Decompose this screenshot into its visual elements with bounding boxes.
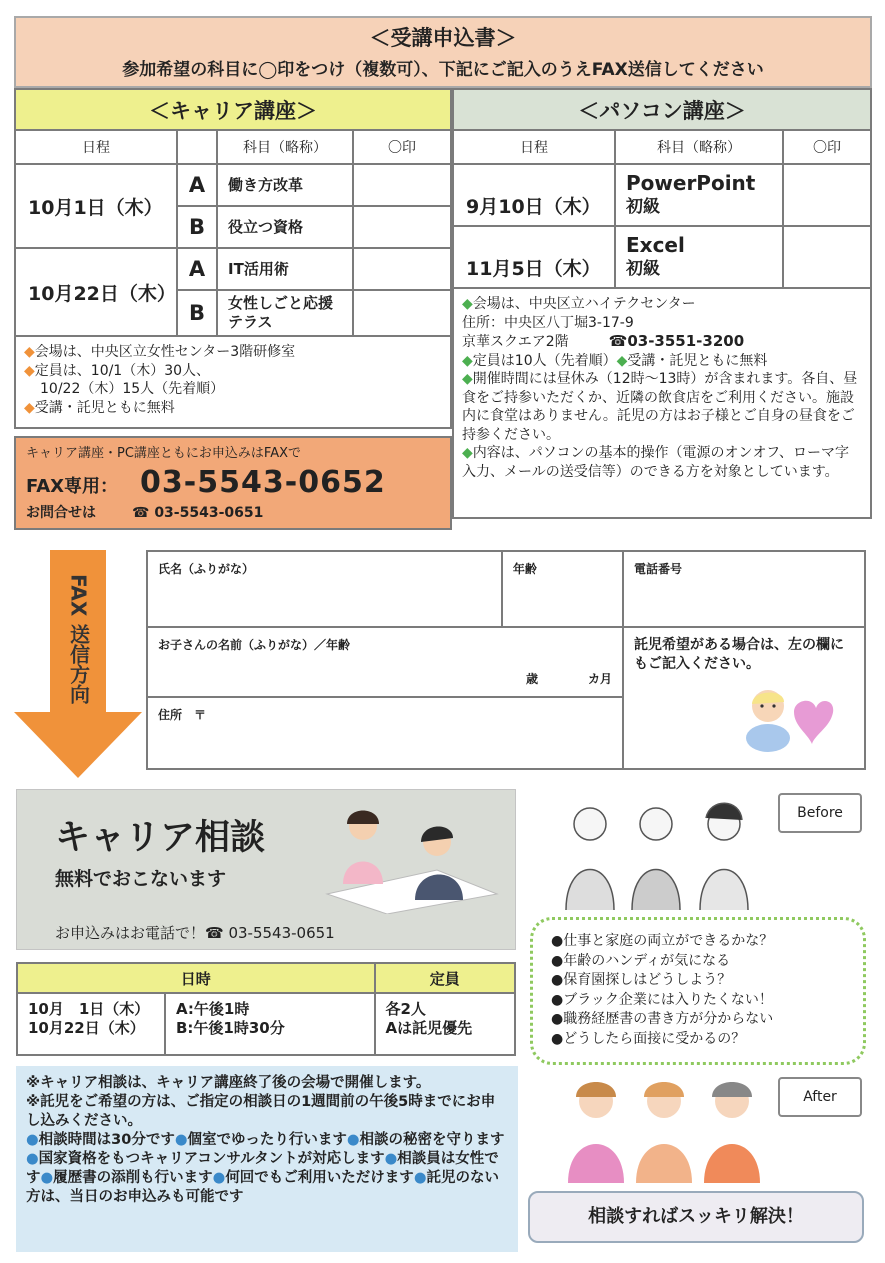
women-after-illustration xyxy=(560,1075,770,1183)
pc-subject-line: 初級 xyxy=(626,259,660,279)
years-label: 歳 xyxy=(526,672,539,686)
diamond-icon: ◆ xyxy=(616,352,628,369)
form-header xyxy=(14,16,872,88)
career-info xyxy=(15,336,451,428)
consult-date: 10月22日（木） xyxy=(28,1019,145,1037)
child-field[interactable] xyxy=(147,627,623,697)
note-bullet: 相談の秘密を守ります xyxy=(359,1132,505,1148)
pc-info-line: 会場は、中央区立ハイテクセンター xyxy=(472,296,696,312)
concerns-box xyxy=(530,917,866,1065)
career-subject: IT活用術 xyxy=(217,248,353,290)
consultation-illustration xyxy=(317,804,507,914)
age-field[interactable] xyxy=(502,551,623,627)
consult-dates xyxy=(17,993,165,1055)
phone-label: 電話番号 xyxy=(634,562,683,576)
pc-col-subject: 科目（略称） xyxy=(615,130,783,164)
name-field[interactable] xyxy=(147,551,502,627)
consult-date: 10月 1日（木） xyxy=(28,1000,150,1018)
career-subject-line: テラス xyxy=(228,313,273,331)
pc-course-title: ＜パソコン講座＞ xyxy=(453,89,871,130)
inquiry-label: お問合せは xyxy=(26,505,96,521)
consult-subtitle: 無料でおこないます xyxy=(55,868,227,890)
career-info-line: 会場は、中央区立女性センター3階研修室 xyxy=(34,344,296,360)
pc-subject-line: PowerPoint xyxy=(626,171,756,195)
bullet-icon: ● xyxy=(40,1170,54,1186)
pc-info-line: 住所：中央区八丁堀3-17-9 xyxy=(462,314,634,331)
fax-number: 03-5543-0652 xyxy=(140,465,386,500)
consult-col-capacity: 定員 xyxy=(375,963,516,993)
mark-cell[interactable] xyxy=(353,164,451,206)
consult-schedule-table xyxy=(16,962,516,1056)
pc-date-2: 11月5日（木） xyxy=(453,226,615,288)
age-label: 年齢 xyxy=(512,562,537,576)
consult-time: B:午後1時30分 xyxy=(176,1019,285,1037)
bullet-icon: ● xyxy=(212,1170,226,1186)
diamond-icon: ◆ xyxy=(24,362,35,379)
name-label: 氏名（ふりがな） xyxy=(158,562,255,576)
note-bullet: 託児のない方は、当日のお申込みも可能です xyxy=(26,1170,499,1205)
child-label: お子さんの名前（ふりがな）／年齢 xyxy=(158,638,351,652)
pc-subject-line: 初級 xyxy=(626,197,660,217)
form-title: ＜受講申込書＞ xyxy=(369,26,517,50)
pc-info-line: 京華スクエア2階 xyxy=(462,334,569,350)
consult-title: キャリア相談 xyxy=(55,818,266,858)
bullet-icon: ● xyxy=(413,1170,427,1186)
note-line: ※キャリア相談は、キャリア講座終了後の会場で開催します。 xyxy=(26,1075,431,1091)
pc-phone: ☎03-3551-3200 xyxy=(608,332,745,350)
fax-label: FAX専用： xyxy=(26,476,119,497)
phone-field[interactable] xyxy=(623,551,865,627)
mark-cell[interactable] xyxy=(783,226,871,288)
bullet-icon: ● xyxy=(346,1132,360,1148)
after-bubble: After xyxy=(778,1077,862,1117)
career-info-line: 受講・託児ともに無料 xyxy=(34,399,175,416)
mark-cell[interactable] xyxy=(783,164,871,226)
diamond-icon: ◆ xyxy=(462,352,473,369)
inquiry-number: ☎ 03-5543-0651 xyxy=(132,505,264,521)
concern-item: ●どうしたら面接に受かるの？ xyxy=(551,1030,746,1047)
diamond-icon: ◆ xyxy=(24,399,35,416)
mark-cell[interactable] xyxy=(353,206,451,248)
note-bullet: 何回でもご利用いただけます xyxy=(225,1170,414,1186)
pc-subject xyxy=(615,226,783,288)
career-subject xyxy=(217,290,353,336)
arrow-text: FAX xyxy=(66,574,91,617)
note-bullets xyxy=(26,1131,508,1207)
pc-info-line: 開催時間には昼休み（12時〜13時）が含まれます。各自、昼食をご持参いただくか、近隣の飲食店をご利用ください。施設内に食堂はありません。託児の方はお子様とご自身の昼食をご持参ください。 xyxy=(462,371,858,443)
pc-info-line: 定員は10人（先着順） xyxy=(472,352,617,369)
childcare-note xyxy=(623,627,865,769)
concern-item: ●保育園探しはどうしよう？ xyxy=(551,972,732,988)
consult-capacity-line: 各2人 xyxy=(385,1000,426,1018)
career-col-subject: 科目（略称） xyxy=(217,130,353,164)
consult-capacity xyxy=(375,993,516,1055)
women-before-illustration xyxy=(560,800,760,910)
application-form xyxy=(146,550,866,770)
address-label: 住所 〒 xyxy=(158,708,207,722)
career-info-line: 定員は、10/1（木）30人、 xyxy=(34,362,211,379)
consult-time: A:午後1時 xyxy=(176,1000,250,1018)
note-bullet: 相談時間は30分です xyxy=(38,1132,175,1148)
consult-capacity-line: Aは託児優先 xyxy=(385,1019,473,1037)
career-subject-line: 女性しごと応援 xyxy=(228,294,334,312)
career-course-title: ＜キャリア講座＞ xyxy=(15,89,451,130)
childcare-note-text: 託児希望がある場合は、左の欄にもご記入ください。 xyxy=(634,637,844,672)
pc-info-line: 受講・託児ともに無料 xyxy=(627,352,768,369)
arrow-label xyxy=(58,574,98,704)
solve-banner: 相談すればスッキリ解決！ xyxy=(528,1191,864,1243)
note-bullet: 相談員は女性です xyxy=(26,1151,499,1186)
career-course-table xyxy=(14,88,452,429)
address-field[interactable] xyxy=(147,697,623,769)
consult-phone: お申込みはお電話で！☎ 03-5543-0651 xyxy=(55,924,335,942)
bullet-icon: ● xyxy=(384,1151,398,1167)
concern-item: ●仕事と家庭の両立ができるかな？ xyxy=(551,933,774,949)
pc-date-1: 9月10日（木） xyxy=(453,164,615,226)
career-subject: 役立つ資格 xyxy=(217,206,353,248)
pc-info xyxy=(453,288,871,518)
career-subject: 働き方改革 xyxy=(217,164,353,206)
consult-times xyxy=(165,993,375,1055)
mark-cell[interactable] xyxy=(353,290,451,336)
career-col-date: 日程 xyxy=(15,130,177,164)
concern-item: ●職務経歴書の書き方が分からない xyxy=(551,1011,774,1027)
fax-note: キャリア講座・PC講座ともにお申込みはFAXで xyxy=(26,446,301,461)
career-info-line: 10/22（木）15人（先着順） xyxy=(40,381,225,397)
note-bullet: 個室でゆったり行います xyxy=(187,1132,347,1148)
mark-cell[interactable] xyxy=(353,248,451,290)
form-instructions: 参加希望の科目に◯印をつけ（複数可）、下記にご記入のうえFAX送信してください xyxy=(122,60,764,80)
concern-item: ●年齢のハンディが気になる xyxy=(551,952,731,969)
baby-icon xyxy=(734,682,834,754)
career-col-mark: 〇印 xyxy=(353,130,451,164)
career-date-1: 10月1日（木） xyxy=(15,164,177,248)
consult-col-datetime: 日時 xyxy=(17,963,375,993)
diamond-icon: ◆ xyxy=(24,344,35,360)
concern-item: ●ブラック企業には入りたくない！ xyxy=(551,991,773,1008)
before-bubble: Before xyxy=(778,793,862,833)
career-letter-a: A xyxy=(177,248,217,290)
career-letter-a: A xyxy=(177,164,217,206)
pc-col-mark: 〇印 xyxy=(783,130,871,164)
diamond-icon: ◆ xyxy=(462,445,473,461)
career-date-2: 10月22日（木） xyxy=(15,248,177,336)
pc-subject xyxy=(615,164,783,226)
fax-box xyxy=(14,436,452,530)
pc-course-table xyxy=(452,88,872,519)
note-bullet: 国家資格をもつキャリアコンサルタントが対応します xyxy=(38,1151,385,1167)
pc-subject-line: Excel xyxy=(626,233,685,257)
bullet-icon: ● xyxy=(174,1132,188,1148)
arrow-text: 送信方向 xyxy=(66,624,91,705)
pc-col-date: 日程 xyxy=(453,130,615,164)
diamond-icon: ◆ xyxy=(462,296,473,312)
career-consult-banner xyxy=(16,789,516,950)
note-line: ※託児をご希望の方は、ご指定の相談日の1週間前の午後5時までにお申し込みください。 xyxy=(26,1094,496,1129)
note-bullet: 履歴書の添削も行います xyxy=(53,1170,213,1186)
bullet-icon: ● xyxy=(26,1151,39,1167)
months-label: カ月 xyxy=(588,672,613,686)
bullet-icon: ● xyxy=(26,1132,39,1148)
career-letter-b: B xyxy=(177,206,217,248)
career-letter-b: B xyxy=(177,290,217,336)
consult-notes xyxy=(16,1066,518,1252)
diamond-icon: ◆ xyxy=(462,371,473,387)
pc-info-line: 内容は、パソコンの基本的操作（電源のオンオフ、ローマ字入力、メールの送受信等）のできる方を対象としています。 xyxy=(462,445,849,480)
